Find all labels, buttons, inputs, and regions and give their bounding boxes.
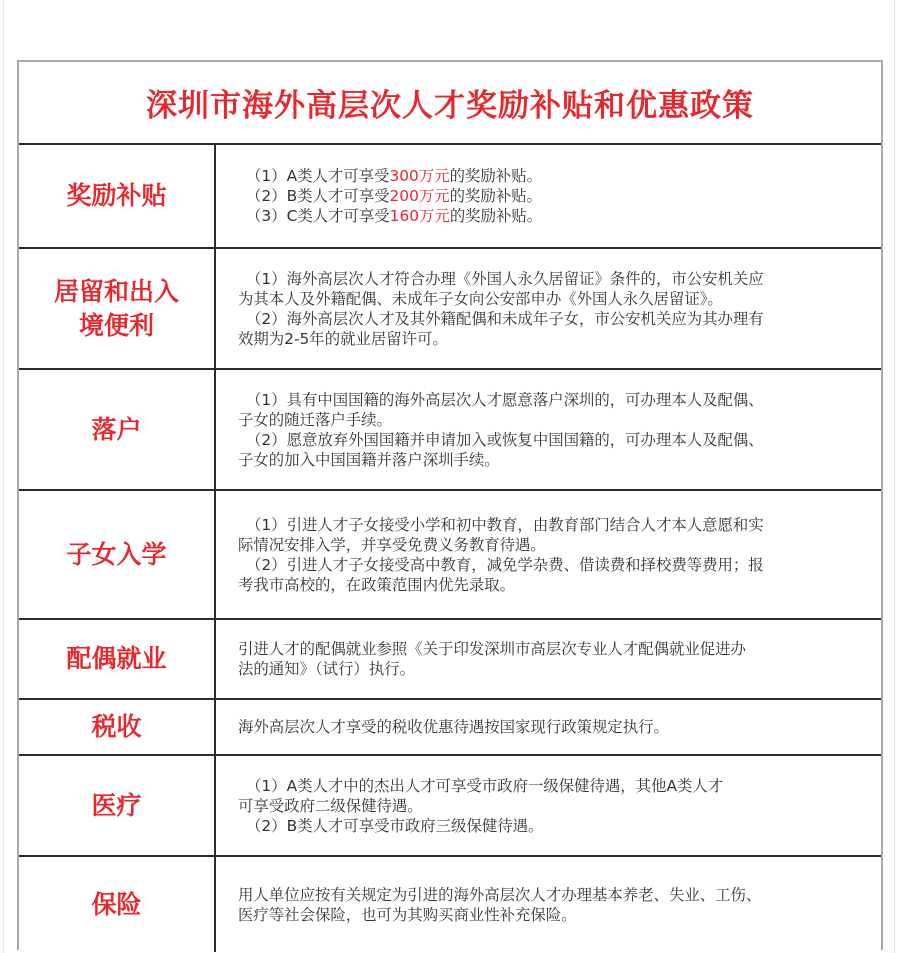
policy-row-education: [19, 491, 881, 620]
line-text: 的奖励补贴。: [449, 187, 543, 205]
row-label: 子女入学: [66, 539, 167, 569]
policy-table: [17, 60, 883, 950]
policy-row-spouse-employment: [19, 620, 881, 700]
highlight-amount: 300万元: [389, 167, 450, 185]
highlight-amount: 160万元: [389, 207, 450, 225]
row-content-cell: [216, 249, 881, 368]
content-line: [238, 206, 831, 226]
content-line: 效期为2-5年的就业居留许可。: [238, 329, 448, 348]
content-line: [238, 166, 831, 186]
row-content-cell: [216, 700, 881, 754]
page-title: 深圳市海外高层次人才奖励补贴和优惠政策: [146, 88, 754, 124]
page-edge-left: [3, 0, 4, 953]
line-text: （2）B类人才可享受: [246, 187, 390, 205]
row-label-line: 境便利: [78, 310, 154, 340]
row-label-line: 居留和出入: [53, 276, 179, 306]
title-row: [19, 62, 881, 145]
content-line: 子女的随迁落户手续。: [238, 410, 392, 429]
content-line: 用人单位应按有关规定为引进的海外高层次人才办理基本养老、失业、工伤、: [238, 885, 762, 904]
row-label-cell: [19, 491, 216, 618]
row-label-cell: [19, 370, 216, 489]
row-content-cell: [216, 145, 881, 247]
row-label: 医疗: [91, 790, 142, 820]
highlight-amount: 200万元: [389, 187, 450, 205]
row-label: 税收: [91, 712, 142, 741]
content-line: 考我市高校的，在政策范围内优先录取。: [238, 575, 516, 594]
content-line: （1）A类人才中的杰出人才可享受市政府一级保健待遇，其他A类人才: [246, 776, 724, 795]
content-line: 海外高层次人才享受的税收优惠待遇按国家现行政策规定执行。: [238, 718, 669, 736]
row-label: 配偶就业: [66, 644, 167, 673]
row-content-cell: [216, 370, 881, 489]
policy-row-medical: [19, 756, 881, 857]
row-label: 落户: [91, 414, 142, 444]
policy-row-subsidy: [19, 145, 881, 249]
content-line: 为其本人及外籍配偶、未成年子女向公安部申办《外国人永久居留证》。: [238, 289, 723, 308]
line-text: （1）A类人才可享受: [246, 167, 390, 185]
row-label-cell: [19, 756, 216, 855]
line-text: 的奖励补贴。: [449, 167, 542, 185]
line-text: （3）C类人才可享受: [246, 207, 390, 225]
policy-row-hukou: [19, 370, 881, 491]
policy-row-tax: [19, 700, 881, 756]
row-label-cell: [19, 857, 216, 952]
content-line: （2）B类人才可享受市政府三级保健待遇。: [246, 816, 544, 835]
row-content-cell: [216, 857, 881, 952]
content-line: 可享受政府二级保健待遇。: [238, 796, 423, 815]
row-content-cell: [216, 756, 881, 855]
content-line: （1）海外高层次人才符合办理《外国人永久居留证》条件的，市公安机关应: [246, 269, 764, 288]
content-line: 引进人才的配偶就业参照《关于印发深圳市高层次专业人才配偶就业促进办: [238, 640, 746, 658]
content-line: （2）愿意放弃外国国籍并申请加入或恢复中国国籍的，可办理本人及配偶、: [246, 430, 764, 449]
content-line: （2）引进人才子女接受高中教育，减免学杂费、借读费和择校费等费用；报: [246, 555, 764, 574]
content-line: 际情况安排入学，并享受免费义务教育待遇。: [238, 535, 546, 554]
row-label-cell: [19, 620, 216, 698]
page-edge-right: [894, 0, 895, 953]
policy-row-insurance: [19, 857, 881, 952]
content-line: 子女的加入中国国籍并落户深圳手续。: [238, 450, 500, 469]
row-label-cell: [19, 145, 216, 247]
row-content-cell: [216, 491, 881, 618]
content-line: 法的通知》（试行）执行。: [238, 660, 415, 678]
row-label-cell: [19, 249, 216, 368]
row-label: [54, 275, 179, 343]
policy-row-residence: [19, 249, 881, 370]
content-line: （2）海外高层次人才及其外籍配偶和未成年子女，市公安机关应为其办理有: [246, 309, 764, 328]
content-line: （1）引进人才子女接受小学和初中教育，由教育部门结合人才本人意愿和实: [246, 515, 764, 534]
row-label: 保险: [91, 889, 142, 919]
line-text: 的奖励补贴。: [449, 207, 543, 225]
content-line: （1）具有中国国籍的海外高层次人才愿意落户深圳的，可办理本人及配偶、: [246, 390, 764, 409]
content-line: [238, 186, 831, 206]
row-label: 奖励补贴: [66, 181, 167, 210]
row-label-cell: [19, 700, 216, 754]
content-line: 医疗等社会保险，也可为其购买商业性补充保险。: [238, 905, 577, 924]
row-content-cell: [216, 620, 881, 698]
